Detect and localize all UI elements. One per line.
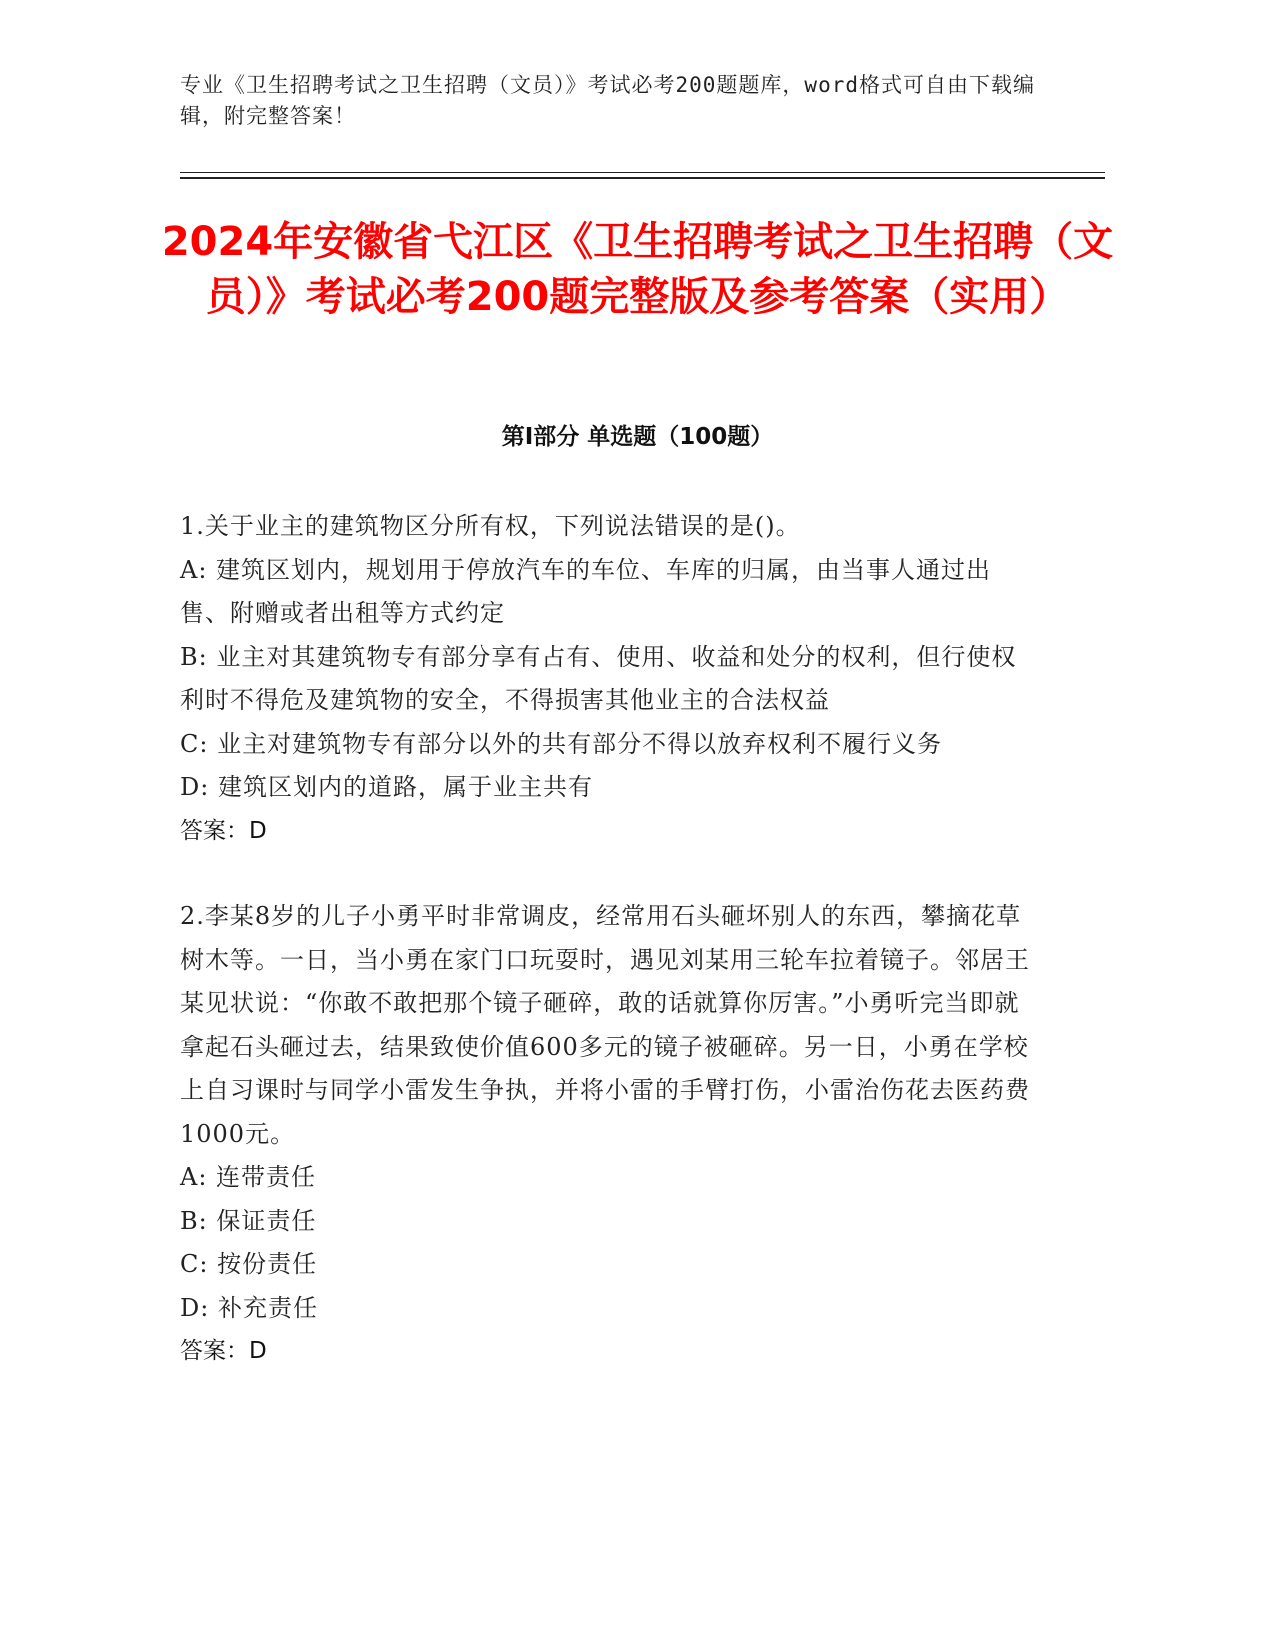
option-b: B: 业主对其建筑物专有部分享有占有、使用、收益和处分的权利，但行使权利时不得危及建筑物的安全，不得损害其他业主的合法权益 (180, 642, 1017, 714)
option-d: D: 建筑区划内的道路，属于业主共有 (180, 773, 593, 801)
header-note: 专业《卫生招聘考试之卫生招聘（文员）》考试必考200题题库，word格式可自由下载编辑，附完整答案！ (180, 73, 1035, 128)
answer-line: 答案：D (180, 817, 267, 844)
option-a: A: 连带责任 (180, 1163, 317, 1191)
header-divider-thick (180, 177, 1105, 179)
option-b: B: 保证责任 (180, 1206, 317, 1235)
option-d: D: 补充责任 (180, 1293, 318, 1322)
section-title: 第I部分 单选题（100题） (501, 424, 774, 450)
document-title: 2024年安徽省弋江区《卫生招聘考试之卫生招聘（文员）》考试必考200题完整版及参考答案（实用） (161, 219, 1114, 320)
option-a: A: 建筑区划内，规划用于停放汽车的车位、车库的归属，由当事人通过出售、附赠或者出租等方式约定 (180, 555, 992, 627)
question-stem: 1.关于业主的建筑物区分所有权，下列说法错误的是()。 (180, 512, 801, 540)
option-c: C: 按份责任 (180, 1250, 318, 1278)
header-divider-thin (180, 172, 1105, 173)
answer-line: 答案：D (180, 1338, 267, 1364)
question-2 (180, 895, 1030, 1374)
option-c: C: 业主对建筑物专有部分以外的共有部分不得以放弃权利不履行义务 (180, 729, 943, 758)
question-stem: 2.李某8岁的儿子小勇平时非常调皮，经常用石头砸坏别人的东西，攀摘花草树木等。一日，当小勇在家门口玩耍时，遇见刘某用三轮车拉着镜子。邻居王某见状说：“你敢不敢把那个镜子砸碎，敢的话就算你厉害。”小勇听完当即就拿起石头砸过去，结果致使价值600多元的镜子被砸碎。另一日，小勇在学校上自习课时与同学小雷发生争执，并将小雷的手臂打伤，小雷治伤花去医药费1000元。 (180, 902, 1030, 1148)
question-1 (180, 505, 1030, 853)
